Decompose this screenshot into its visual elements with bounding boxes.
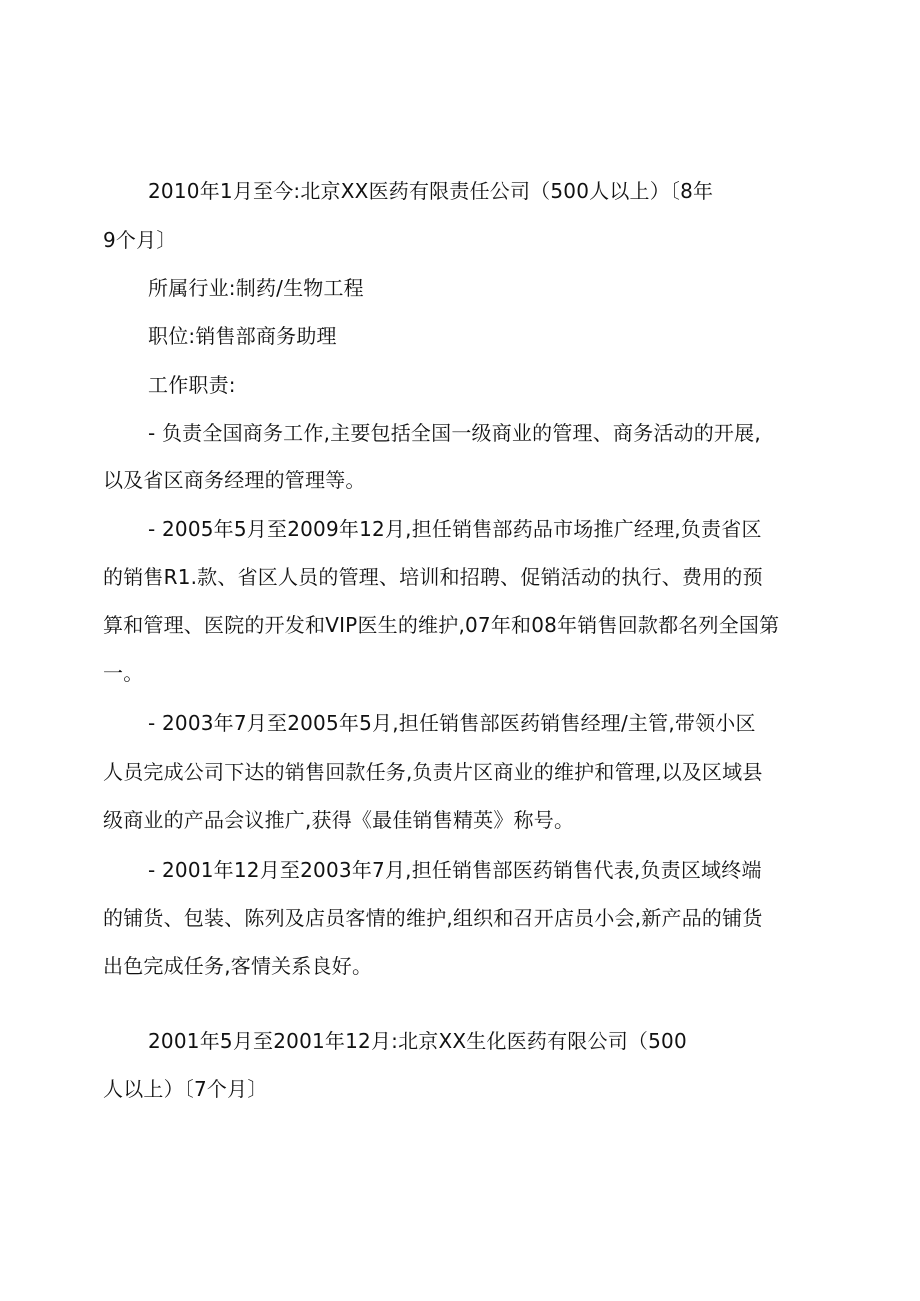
job1-heading: 2010年1月至今:北京XX医药有限责任公司（500人以上）〔8年 <box>148 179 714 203</box>
duty-4-line-2: 的铺货、包装、陈列及店员客情的维护,组织和召开店员小会,新产品的铺货 <box>103 906 763 930</box>
job1-heading-continued: 9个月〕 <box>103 228 177 252</box>
job2-heading-continued: 人以上）〔7个月〕 <box>103 1077 268 1101</box>
job1-industry: 所属行业:制药/生物工程 <box>148 276 364 300</box>
duty-4-line-3: 出色完成任务,客情关系良好。 <box>103 954 373 978</box>
duty-1-line-2: 以及省区商务经理的管理等。 <box>103 468 366 492</box>
duty-4-line-1: - 2001年12月至2003年7月,担任销售部医药销售代表,负责区域终端 <box>148 858 762 882</box>
duty-1-line-1: - 负责全国商务工作,主要包括全国一级商业的管理、商务活动的开展, <box>148 421 761 445</box>
job1-position: 职位:销售部商务助理 <box>148 324 337 348</box>
job1-duties-label: 工作职责: <box>148 373 236 397</box>
duty-3-line-3: 级商业的产品会议推广,获得《最佳销售精英》称号。 <box>103 808 575 832</box>
duty-2-line-2: 的销售R1.款、省区人员的管理、培训和招聘、促销活动的执行、费用的预 <box>103 565 763 589</box>
duty-2-line-1: - 2005年5月至2009年12月,担任销售部药品市场推广经理,负责省区 <box>148 517 762 541</box>
job2-heading: 2001年5月至2001年12月:北京XX生化医药有限公司（500 <box>148 1029 687 1053</box>
duty-3-line-2: 人员完成公司下达的销售回款任务,负责片区商业的维护和管理,以及区域县 <box>103 760 763 784</box>
duty-3-line-1: - 2003年7月至2005年5月,担任销售部医药销售经理/主管,带领小区 <box>148 711 756 735</box>
duty-2-line-3: 算和管理、医院的开发和VIP医生的维护,07年和08年销售回款都名列全国第 <box>103 613 780 637</box>
duty-2-line-4: 一。 <box>103 661 144 685</box>
